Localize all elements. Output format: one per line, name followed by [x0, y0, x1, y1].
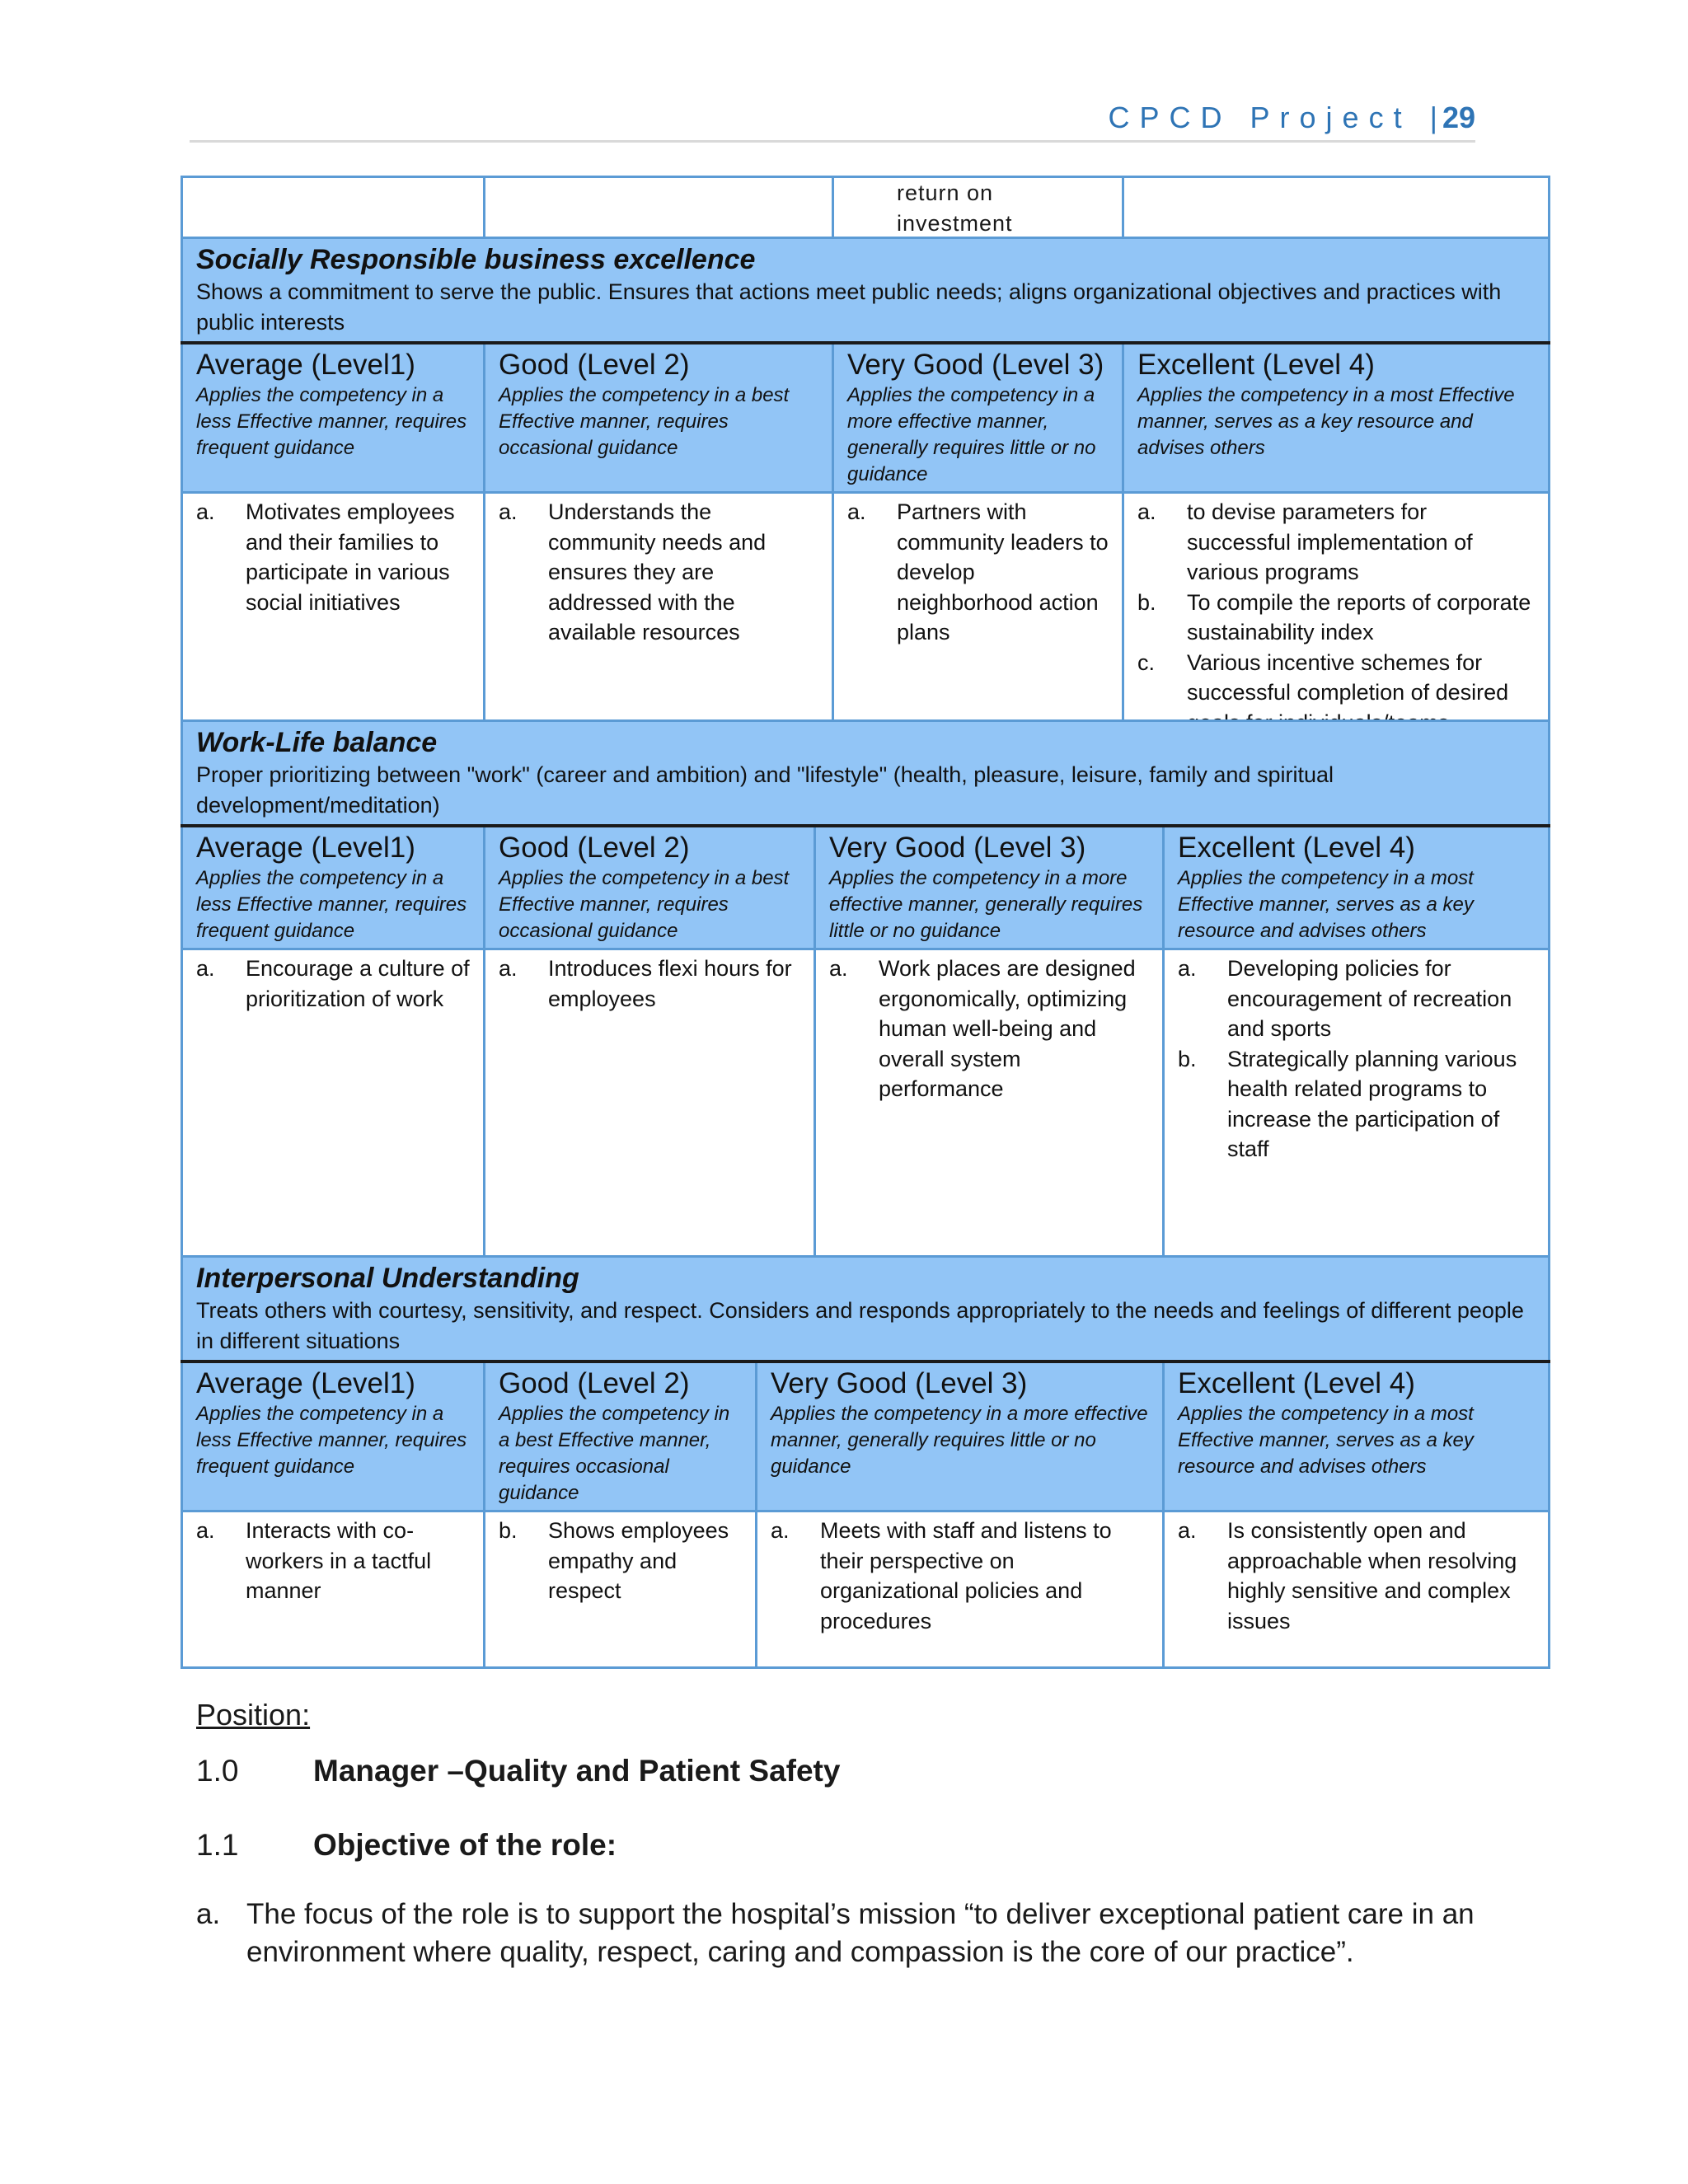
level-cell-3	[815, 826, 1164, 949]
list-item	[847, 497, 1109, 648]
list-item	[196, 1516, 470, 1606]
competency-table-social	[181, 237, 1550, 743]
list-text: Introduces flexi hours for employees	[548, 956, 792, 1011]
objective-heading	[196, 1828, 617, 1863]
level-cell-1	[182, 343, 485, 493]
level-description: Applies the competency in a best Effective manner, requires occasional guidance	[499, 1403, 730, 1504]
competency-header	[182, 238, 1550, 344]
level-description: Applies the competency in a more effective manner, generally requires little or no guidance	[771, 1403, 1148, 1478]
level-cell-2	[485, 1361, 757, 1511]
level-title: Very Good (Level 3)	[829, 832, 1086, 864]
list-text: Meets with staff and listens to their perspective on organizational policies and procedures	[820, 1518, 1112, 1633]
position-label: Position:	[196, 1698, 311, 1732]
behaviour-cell-1	[182, 949, 485, 1267]
behaviour-cell-4	[1164, 1511, 1550, 1668]
behaviour-list	[829, 954, 1149, 1104]
competency-table-work-life	[181, 719, 1550, 1268]
behaviour-list	[1178, 954, 1535, 1165]
level-title: Very Good (Level 3)	[771, 1367, 1028, 1399]
list-text: Shows employees empathy and respect	[548, 1518, 729, 1603]
list-text: Strategically planning various health related programs to increase the participation of staff	[1227, 1046, 1517, 1161]
level-title: Average (Level1)	[196, 832, 415, 864]
level-cell-3	[833, 343, 1123, 493]
list-marker: a.	[847, 499, 866, 524]
list-item	[1137, 588, 1535, 648]
behaviour-list	[196, 497, 470, 617]
level-cell-1	[182, 1361, 485, 1511]
list-item	[1178, 1044, 1535, 1165]
continued-cell-3	[833, 177, 1123, 241]
behaviour-cell-2	[485, 949, 815, 1267]
page-number: 29	[1442, 101, 1475, 134]
behaviour-cell-1	[182, 1511, 485, 1668]
paragraph-marker: a.	[196, 1898, 221, 1930]
list-text: Interacts with co-workers in a tactful manner	[246, 1518, 432, 1603]
list-item	[1137, 497, 1535, 588]
list-marker: a.	[829, 956, 848, 981]
header-separator: |	[1429, 101, 1437, 134]
level-cell-2	[485, 826, 815, 949]
behaviour-list	[1137, 497, 1535, 738]
behaviour-cell-1	[182, 493, 485, 743]
competency-description: Treats others with courtesy, sensitivity, and respect. Considers and responds appropriately to the needs and feelings of different people in different situations	[196, 1298, 1524, 1353]
list-marker: a.	[196, 499, 215, 524]
level-description: Applies the competency in a less Effective manner, requires frequent guidance	[196, 867, 467, 942]
level-title: Good (Level 2)	[499, 349, 690, 381]
list-marker: b.	[1178, 1046, 1197, 1071]
list-item	[499, 954, 800, 1014]
behaviour-cell-3	[833, 493, 1123, 743]
list-marker: a.	[1178, 1518, 1197, 1543]
competency-description: Proper prioritizing between "work" (career and ambition) and "lifestyle" (health, pleasure, leisure, family and spiritual development/meditation)	[196, 762, 1334, 818]
level-title: Excellent (Level 4)	[1137, 349, 1375, 381]
behaviour-list	[771, 1516, 1149, 1636]
role-title: Manager –Quality and Patient Safety	[313, 1754, 841, 1788]
level-cell-1	[182, 826, 485, 949]
list-item	[499, 497, 818, 648]
level-description: Applies the competency in a most Effective manner, serves as a key resource and advises others	[1178, 867, 1474, 942]
paragraph-text: The focus of the role is to support the hospital’s mission “to deliver exceptional patient care in an environment where quality, respect, caring and compassion is the core of our practice”.	[246, 1898, 1475, 1968]
level-description: Applies the competency in a more effective manner, generally requires little or no guidance	[829, 867, 1143, 942]
competency-header	[182, 721, 1550, 827]
level-cell-4	[1164, 1361, 1550, 1511]
list-marker: a.	[771, 1518, 790, 1543]
list-marker: c.	[1137, 649, 1156, 675]
list-text: Work places are designed ergonomically, optimizing human well-being and overall system performance	[879, 956, 1136, 1101]
role-heading	[196, 1754, 840, 1788]
level-description: Applies the competency in a best Effective manner, requires occasional guidance	[499, 867, 790, 942]
list-marker: a.	[499, 499, 518, 524]
level-description: Applies the competency in a less Effective manner, requires frequent guidance	[196, 1403, 467, 1478]
list-marker: a.	[196, 1518, 215, 1543]
level-title: Excellent (Level 4)	[1178, 832, 1415, 864]
behaviour-cell-2	[485, 493, 833, 743]
level-title: Good (Level 2)	[499, 1367, 690, 1399]
list-item	[196, 497, 470, 617]
level-description: Applies the competency in a less Effective manner, requires frequent guidance	[196, 384, 467, 459]
header-project: CPCD Project	[1108, 101, 1412, 134]
list-marker: b.	[1137, 589, 1156, 615]
level-cell-3	[757, 1361, 1164, 1511]
behaviour-cell-3	[815, 949, 1164, 1267]
objective-title: Objective of the role:	[313, 1828, 617, 1862]
list-text: Understands the community needs and ensures they are addressed with the available resources	[548, 499, 767, 644]
behaviour-cell-2	[485, 1511, 757, 1668]
level-title: Average (Level1)	[196, 1367, 415, 1399]
competency-description: Shows a commitment to serve the public. Ensures that actions meet public needs; aligns organizational objectives and practices with public interests	[196, 279, 1502, 335]
level-description: Applies the competency in a most Effective manner, serves as a key resource and advises others	[1178, 1403, 1474, 1478]
behaviour-list	[196, 1516, 470, 1606]
objective-paragraph	[196, 1896, 1515, 1971]
behaviour-cell-4	[1123, 493, 1550, 743]
competency-title: Interpersonal Understanding	[196, 1263, 579, 1294]
list-text: Partners with community leaders to develop neighborhood action plans	[897, 499, 1109, 644]
behaviour-list	[499, 1516, 742, 1606]
list-item	[1178, 1516, 1535, 1636]
competency-table-interpersonal	[181, 1255, 1550, 1669]
behaviour-cell-4	[1164, 949, 1550, 1267]
level-description: Applies the competency in a more effective manner, generally requires little or no guidance	[847, 384, 1096, 485]
level-title: Average (Level1)	[196, 349, 415, 381]
level-description: Applies the competency in a most Effective manner, serves as a key resource and advises others	[1137, 384, 1515, 459]
competency-header	[182, 1257, 1550, 1362]
list-text: Various incentive schemes for successful completion of desired	[1187, 649, 1509, 705]
competency-title: Socially Responsible business excellence	[196, 244, 756, 275]
level-cell-2	[485, 343, 833, 493]
list-text: Encourage a culture of prioritization of work	[246, 956, 470, 1011]
list-marker: b.	[499, 1518, 518, 1543]
level-title: Good (Level 2)	[499, 832, 690, 864]
behaviour-list	[499, 497, 818, 648]
list-marker: a.	[1178, 956, 1197, 981]
level-title: Excellent (Level 4)	[1178, 1367, 1415, 1399]
level-cell-4	[1123, 343, 1550, 493]
list-item	[1178, 954, 1535, 1044]
competency-title: Work-Life balance	[196, 727, 438, 758]
list-text: to devise parameters for successful implementation of various programs	[1187, 499, 1473, 584]
continued-table-row	[181, 176, 1550, 241]
continued-text: return on investment	[897, 180, 1013, 236]
header-text	[1109, 101, 1475, 135]
objective-number: 1.1	[196, 1828, 239, 1862]
page-header	[190, 92, 1475, 143]
list-text: Is consistently open and approachable when resolving highly sensitive and complex issues	[1227, 1518, 1517, 1633]
list-text: Motivates employees and their families to participate in various social initiatives	[246, 499, 455, 615]
behaviour-list	[1178, 1516, 1535, 1636]
list-item	[771, 1516, 1149, 1636]
list-text: To compile the reports of corporate sustainability index	[1187, 589, 1531, 644]
list-item	[829, 954, 1149, 1104]
continued-cell-1	[182, 177, 485, 241]
level-description: Applies the competency in a best Effective manner, requires occasional guidance	[499, 384, 790, 459]
role-number: 1.0	[196, 1754, 239, 1788]
behaviour-list	[847, 497, 1109, 648]
behaviour-list	[196, 954, 470, 1014]
list-item	[196, 954, 470, 1014]
list-marker: a.	[499, 956, 518, 981]
continued-cell-2	[485, 177, 833, 241]
list-marker: a.	[196, 956, 215, 981]
level-cell-4	[1164, 826, 1550, 949]
list-item	[499, 1516, 742, 1606]
list-text: Developing policies for encouragement of recreation and sports	[1227, 956, 1512, 1041]
level-title: Very Good (Level 3)	[847, 349, 1104, 381]
behaviour-list	[499, 954, 800, 1014]
behaviour-cell-3	[757, 1511, 1164, 1668]
continued-cell-4	[1123, 177, 1550, 241]
list-marker: a.	[1137, 499, 1156, 524]
